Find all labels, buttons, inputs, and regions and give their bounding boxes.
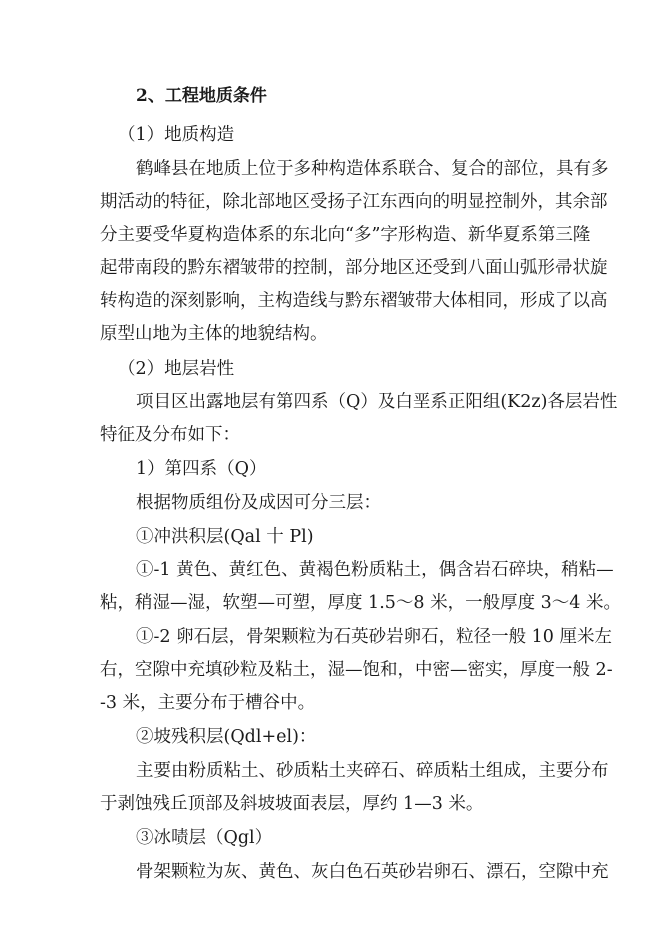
subsection-title-lithology: （2）地层岩性 — [118, 359, 235, 379]
paragraph-line: 鹤峰县在地质上位于多种构造体系联合、复合的部位，具有多 — [136, 159, 609, 179]
layer1-title: ①冲洪积层(Qal 十 Pl) — [136, 527, 314, 547]
paragraph-line: -3 米，主要分布于槽谷中。 — [100, 693, 316, 713]
paragraph-line: 骨架颗粒为灰、黄色、灰白色石英砂岩卵石、漂石，空隙中充 — [136, 862, 609, 882]
paragraph-line: 起带南段的黔东褶皱带的控制，部分地区还受到八面山弧形帚状旋 — [100, 258, 608, 278]
paragraph-line: 特征及分布如下： — [100, 425, 240, 445]
paragraph-line: 原型山地为主体的地貌结构。 — [100, 324, 328, 344]
paragraph-line: 期活动的特征，除北部地区受扬子江东西向的明显控制外，其余部 — [100, 192, 608, 212]
section-heading: 2、工程地质条件 — [136, 86, 267, 106]
paragraph-line: ①-2 卵石层，骨架颗粒为石英砂岩卵石，粒径一般 10 厘米左 — [136, 627, 613, 647]
paragraph-line: 项目区出露地层有第四系（Q）及白垩系正阳组(K2z)各层岩性 — [136, 392, 618, 412]
paragraph-line: ①-1 黄色、黄红色、黄褐色粉质粘土，偶含岩石碎块，稍粘— — [136, 560, 614, 580]
paragraph-line: 分主要受华夏构造体系的东北向“多”字形构造、新华夏系第三隆 — [100, 225, 591, 245]
quaternary-title: 1）第四系（Q） — [136, 459, 267, 479]
paragraph-line: 于剥蚀残丘顶部及斜坡坡面表层，厚约 1—3 米。 — [100, 794, 484, 814]
layer3-title: ③冰啧层（Qgl） — [136, 828, 273, 848]
subsection-title-structure: （1）地质构造 — [118, 125, 235, 145]
paragraph-line: 右，空隙中充填砂粒及粘土，湿—饱和，中密—密实，厚度一般 2- — [100, 660, 613, 680]
paragraph-line: 粘，稍湿—湿，软塑—可塑，厚度 1.5～8 米，一般厚度 3～4 米。 — [100, 593, 621, 613]
quaternary-intro: 根据物质组份及成因可分三层： — [136, 493, 381, 513]
paragraph-line: 主要由粉质粘土、砂质粘土夹碎石、碎质粘土组成，主要分布 — [136, 761, 609, 781]
layer2-title: ②坡残积层(Qdl+el)： — [136, 727, 317, 747]
paragraph-line: 转构造的深刻影响，主构造线与黔东褶皱带大体相同，形成了以高 — [100, 291, 608, 311]
